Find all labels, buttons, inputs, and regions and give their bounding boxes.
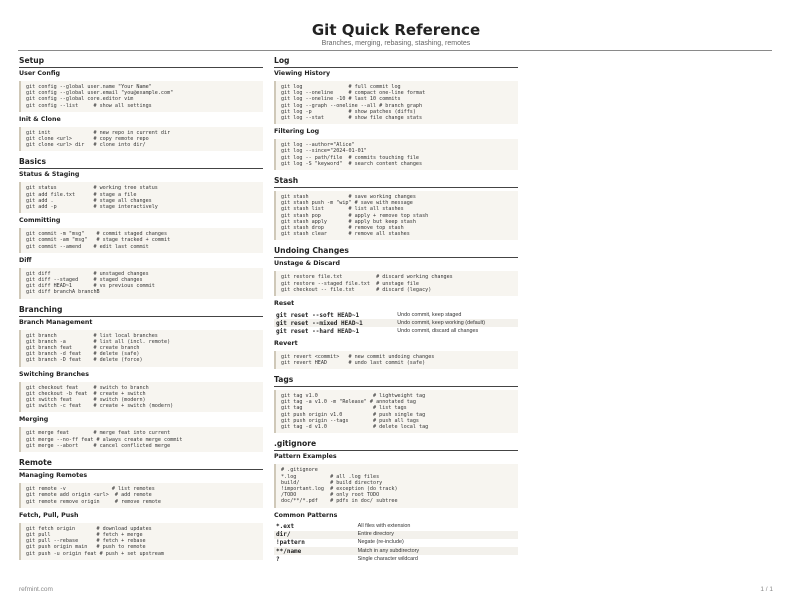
code-line: git tag -a v1.0 -m "Release" # annotated tag bbox=[281, 399, 416, 406]
left-column bbox=[19, 54, 263, 563]
subsection-user-config: User Config bbox=[19, 70, 61, 77]
code-line: # .gitignore bbox=[281, 467, 318, 474]
code-line: git branch feat # create branch bbox=[26, 345, 140, 352]
code-line: git merge feat # merge feat into current bbox=[26, 430, 171, 437]
code-line: git pull --rebase # fetch + rebase bbox=[26, 538, 146, 545]
code-line: git log -p # show patches (diffs) bbox=[281, 108, 416, 115]
table-row bbox=[274, 319, 518, 327]
code-line: git push origin main # push to remote bbox=[26, 544, 146, 551]
code-line: git stash drop # remove top stash bbox=[281, 225, 404, 232]
code-block-tags bbox=[274, 390, 518, 433]
code-line: git push origin --tags # push all tags bbox=[281, 417, 420, 424]
code-line: git pull # fetch + merge bbox=[26, 531, 143, 538]
code-line: git stash pop # apply + remove top stash bbox=[281, 212, 429, 219]
code-line: git branch # list local branches bbox=[26, 332, 158, 339]
code-line: git diff HEAD~1 # vs previous commit bbox=[26, 283, 155, 290]
code-line: git push origin v1.0 # push single tag bbox=[281, 411, 426, 418]
subsection-diff: Diff bbox=[19, 256, 32, 264]
code-line: git log -S "keyword" # search content changes bbox=[281, 160, 423, 167]
code-line: git log -- path/file # commits touching file bbox=[281, 154, 420, 161]
code-line: git clone <url> dir # clone into dir/ bbox=[26, 142, 146, 149]
code-block-revert bbox=[274, 351, 518, 369]
command-cell: git reset --mixed HEAD~1 bbox=[274, 319, 395, 327]
command-cell: git reset --hard HEAD~1 bbox=[276, 327, 360, 335]
section-log: Log bbox=[274, 56, 518, 68]
code-line: git diff branchA branchB bbox=[26, 289, 100, 296]
footer-site: refmint.com bbox=[19, 586, 53, 593]
code-line: git tag # list tags bbox=[281, 405, 407, 412]
code-block-unstage-discard bbox=[274, 271, 518, 296]
code-block-fetch-pull-push bbox=[19, 523, 263, 560]
code-line: git status # working tree status bbox=[26, 185, 158, 192]
command-cell: ? bbox=[276, 555, 280, 563]
table-row bbox=[274, 547, 518, 555]
code-line: git log --since="2024-01-01" bbox=[281, 148, 367, 155]
code-line: git config --global core.editor vim bbox=[26, 96, 134, 103]
code-line: git stash # save working changes bbox=[281, 194, 416, 201]
code-line: git tag v1.0 # lightweight tag bbox=[281, 393, 426, 400]
header-divider bbox=[18, 50, 772, 51]
table-row bbox=[274, 555, 518, 563]
section-remote: Remote bbox=[19, 458, 263, 470]
command-cell: **/name bbox=[274, 547, 356, 555]
section-branching: Branching bbox=[19, 305, 263, 317]
code-line: git stash apply # apply but keep stash bbox=[281, 218, 416, 225]
code-line: git merge --no-ff feat # always create merge commit bbox=[26, 436, 183, 443]
code-line: !important.log # exception (do track) bbox=[281, 485, 398, 492]
code-block-merging bbox=[19, 427, 263, 452]
description-cell: Undo commit, keep working (default) bbox=[395, 319, 518, 327]
code-line: git log # full commit log bbox=[281, 84, 401, 90]
description-cell: Undo commit, keep staged bbox=[397, 311, 462, 318]
description-cell: Negate (re-include) bbox=[357, 539, 404, 546]
code-line: git checkout -- file.txt # discard (legacy) bbox=[281, 286, 432, 293]
right-column bbox=[274, 54, 518, 567]
subsection-committing: Committing bbox=[19, 217, 61, 225]
code-block-filtering-log bbox=[274, 139, 518, 170]
command-cell: git reset --soft HEAD~1 bbox=[276, 311, 360, 319]
code-line: git clone <url> # copy remote repo bbox=[26, 136, 149, 143]
description-cell: Match in any subdirectory bbox=[356, 547, 518, 555]
table-row bbox=[274, 531, 518, 539]
page-title: Git Quick Reference bbox=[311, 21, 481, 39]
section-undoing-changes: Undoing Changes bbox=[274, 246, 518, 258]
code-line: git config --global user.name "Your Name" bbox=[26, 84, 152, 90]
code-line: git log --author="Alice" bbox=[281, 142, 355, 149]
code-line: git config --global user.email "you@example.com" bbox=[26, 90, 174, 97]
subsection-common-patterns: Common Patterns bbox=[274, 511, 338, 519]
code-line: git add -p # stage interactively bbox=[26, 204, 158, 211]
code-line: git branch -d feat # delete (safe) bbox=[26, 351, 140, 358]
code-line: git commit -am "msg" # stage tracked + commit bbox=[26, 237, 171, 244]
code-block-viewing-history bbox=[274, 81, 518, 124]
page-subtitle: Branches, merging, rebasing, stashing, remotes bbox=[321, 40, 471, 47]
code-line: git checkout -b feat # create + switch bbox=[26, 390, 146, 397]
code-line: git checkout feat # switch to branch bbox=[26, 384, 149, 391]
reset-table bbox=[274, 311, 518, 336]
code-line: git remote add origin <url> # add remote bbox=[26, 492, 152, 499]
table-row bbox=[274, 327, 518, 335]
code-line: git remote -v # list remotes bbox=[26, 486, 155, 493]
code-block-init-clone bbox=[19, 127, 263, 152]
code-line: git tag -d v1.0 # delete local tag bbox=[281, 424, 429, 431]
code-block-managing-remotes bbox=[19, 483, 263, 508]
code-line: git switch -c feat # create + switch (modern) bbox=[26, 403, 174, 410]
footer-page-number: 1 / 1 bbox=[760, 586, 773, 593]
code-block-branch-management bbox=[19, 330, 263, 367]
subsection-merging: Merging bbox=[19, 416, 49, 424]
code-line: git merge --abort # cancel conflicted merge bbox=[26, 442, 171, 449]
table-row bbox=[274, 311, 518, 319]
subsection-status-staging: Status & Staging bbox=[19, 171, 80, 179]
subsection-init-clone: Init & Clone bbox=[19, 115, 61, 123]
code-block-status-staging bbox=[19, 182, 263, 213]
code-block-switching-branches bbox=[19, 382, 263, 413]
code-line: git commit -m "msg" # commit staged changes bbox=[26, 231, 168, 238]
code-line: git log --oneline -10 # last 10 commits bbox=[281, 96, 401, 103]
code-line: git stash clear # remove all stashes bbox=[281, 231, 410, 238]
command-cell: !pattern bbox=[276, 539, 305, 547]
code-block-user-config bbox=[19, 81, 263, 112]
code-line: git log --graph --oneline --all # branch graph bbox=[281, 102, 423, 109]
code-line: git add . # stage all changes bbox=[26, 197, 152, 204]
common-patterns-table bbox=[274, 523, 518, 564]
code-line: git restore file.txt # discard working changes bbox=[281, 274, 453, 281]
code-line: git add file.txt # stage a file bbox=[26, 191, 137, 198]
code-block-committing bbox=[19, 228, 263, 253]
table-row bbox=[274, 539, 518, 547]
section-setup: Setup bbox=[19, 56, 263, 68]
subsection-unstage-discard: Unstage & Discard bbox=[274, 260, 340, 268]
subsection-managing-remotes: Managing Remotes bbox=[19, 472, 88, 480]
subsection-branch-management: Branch Management bbox=[19, 318, 93, 326]
code-line: git restore --staged file.txt # unstage file bbox=[281, 280, 420, 287]
code-line: git switch feat # switch (modern) bbox=[26, 397, 146, 404]
code-line: git diff # unstaged changes bbox=[26, 270, 149, 277]
code-line: git revert <commit> # new commit undoing changes bbox=[281, 353, 435, 360]
code-line: git branch -D feat # delete (force) bbox=[26, 357, 143, 364]
section-gitignore: .gitignore bbox=[274, 439, 518, 451]
code-block-diff bbox=[19, 268, 263, 299]
code-line: git commit --amend # edit last commit bbox=[26, 243, 149, 250]
code-line: git stash list # list all stashes bbox=[281, 206, 404, 213]
subsection-fetch-pull-push: Fetch, Pull, Push bbox=[19, 511, 79, 519]
subsection-reset: Reset bbox=[274, 300, 295, 308]
section-stash: Stash bbox=[274, 176, 518, 188]
code-line: git log --stat # show file change stats bbox=[281, 115, 423, 122]
table-row bbox=[274, 523, 518, 531]
subsection-filtering-log: Filtering Log bbox=[274, 128, 320, 136]
code-line: *.log # all .log files bbox=[281, 473, 380, 480]
code-line: /TODO # only root TODO bbox=[281, 492, 380, 499]
code-line: git fetch origin # download updates bbox=[26, 525, 152, 532]
description-cell: Entire directory bbox=[356, 531, 518, 539]
section-basics: Basics bbox=[19, 157, 263, 169]
code-line: git branch -a # list all (incl. remote) bbox=[26, 338, 171, 345]
description-cell: Single character wildcard bbox=[357, 555, 418, 562]
command-cell: dir/ bbox=[274, 531, 356, 539]
subsection-viewing-history: Viewing History bbox=[274, 70, 331, 77]
code-line: git log --oneline # compact one-line format bbox=[281, 90, 426, 97]
command-cell: *.ext bbox=[276, 523, 295, 531]
subsection-pattern-examples: Pattern Examples bbox=[274, 453, 337, 461]
code-line: git config --list # show all settings bbox=[26, 102, 152, 109]
subsection-revert: Revert bbox=[274, 339, 298, 347]
description-cell: All files with extension bbox=[357, 523, 411, 530]
subsection-switching-branches: Switching Branches bbox=[19, 370, 89, 378]
code-line: doc/**/*.pdf # pdfs in doc/ subtree bbox=[281, 498, 398, 505]
description-cell: Undo commit, discard all changes bbox=[397, 327, 479, 334]
section-tags: Tags bbox=[274, 375, 518, 387]
code-line: git revert HEAD # undo last commit (safe) bbox=[281, 359, 426, 366]
code-line: git push -u origin feat # push + set upstream bbox=[26, 550, 165, 557]
code-block-pattern-examples bbox=[274, 464, 518, 507]
code-line: git init # new repo in current dir bbox=[26, 129, 171, 136]
code-block-stash bbox=[274, 191, 518, 240]
page-header bbox=[0, 21, 792, 47]
code-line: git stash push -m "wip" # save with message bbox=[281, 200, 413, 207]
code-line: git remote remove origin # remove remote bbox=[26, 498, 161, 505]
code-line: build/ # build directory bbox=[281, 479, 383, 486]
code-line: git diff --staged # staged changes bbox=[26, 277, 143, 284]
